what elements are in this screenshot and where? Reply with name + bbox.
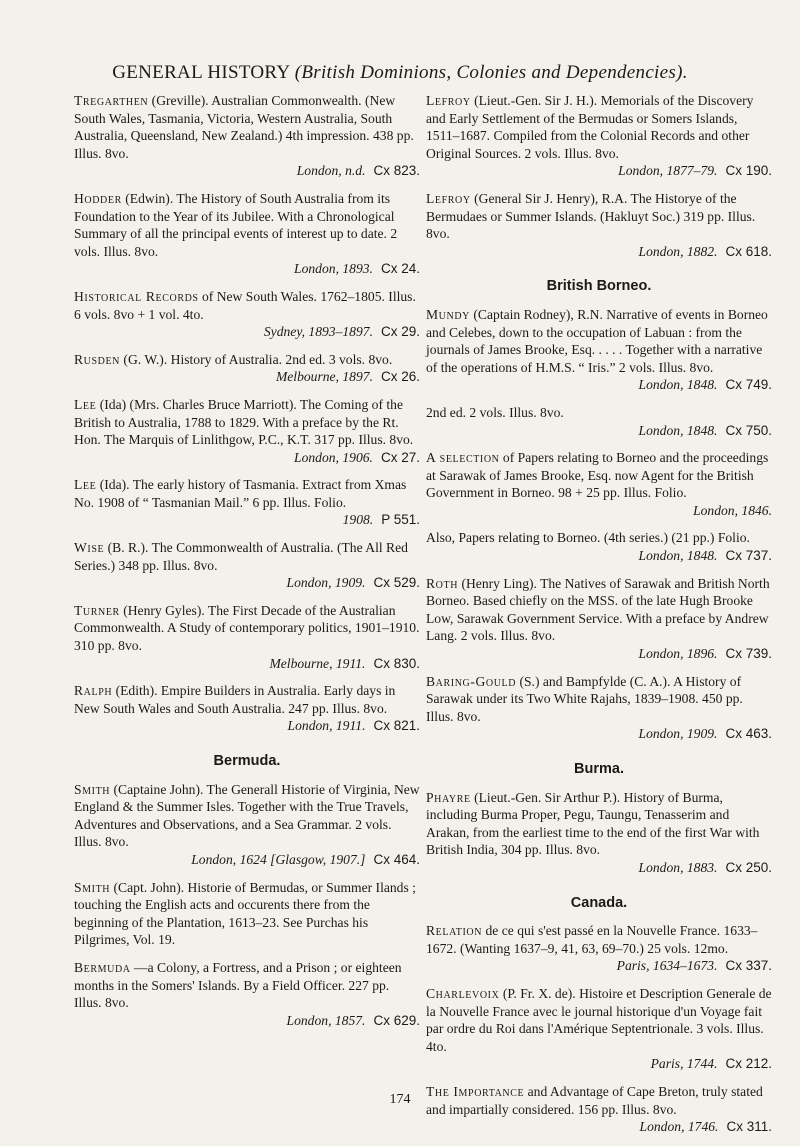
entry-imprint	[426, 422, 772, 440]
entry-shelfmark: Cx 464.	[373, 851, 420, 867]
entry-description: of Papers relating to Borneo and the proceedings at Sarawak of James Brooke, Esq. now Agent for the British Government in Borneo. 98 + 25 pp. Illus. Folio.	[426, 450, 769, 501]
entry-description: of New South Wales. 1762–1805. Illus. 6 vols. 8vo + 1 vol. 4to.	[74, 288, 416, 322]
entry-description: (General Sir J. Henry), R.A. The Historye of the Bermudaes or Summer Islands. (Hakluyt Soc.) 319 pp. Illus. 8vo.	[426, 190, 756, 242]
header-subtitle: (British Dominions, Colonies and Dependencies).	[294, 62, 688, 83]
entry-description: Also, Papers relating to Borneo. (4th series.) (21 pp.) Folio.	[426, 530, 750, 546]
catalogue-entry	[74, 879, 420, 949]
catalogue-entry	[426, 673, 772, 743]
entry-author: Smith	[74, 879, 111, 895]
catalogue-entry	[426, 92, 772, 180]
page-number: 174	[389, 1092, 411, 1107]
catalogue-entry	[74, 396, 420, 466]
entry-author: Historical Records	[74, 288, 199, 304]
entry-author: Wise	[74, 540, 105, 556]
entry-author: Lee	[74, 477, 97, 493]
entry-imprint	[426, 725, 772, 743]
entry-author: Lefroy	[426, 190, 471, 206]
section-heading: Canada.	[570, 894, 628, 911]
entry-author: Lee	[74, 396, 97, 412]
entry-imprint	[426, 957, 772, 975]
entry-description: (Henry Gyles). The First Decade of the Australian Commonwealth. A Study of contemporary politics, 1901–1910. 310 pp. 8vo.	[74, 602, 420, 654]
catalogue-entry	[426, 575, 772, 663]
entry-imprint	[74, 574, 420, 592]
entry-place-date: London, 1896.	[638, 646, 718, 662]
catalogue-entry	[74, 190, 420, 278]
catalogue-entry	[426, 190, 772, 260]
entry-imprint	[426, 243, 772, 261]
entry-place-date: London, 1893.	[294, 261, 373, 277]
entry-description: (Greville). Australian Commonwealth. (New South Wales, Tasmania, Victoria, Western Australia, South Australia, Queensland, New Zealand.) 4th impression. 438 pp. Illus. 8vo.	[74, 93, 414, 161]
entry-description: (B. R.). The Commonwealth of Australia. (The All Red Series.) 348 pp. Illus. 8vo.	[74, 540, 408, 573]
entry-place-date: London, 1848.	[638, 377, 718, 393]
entry-shelfmark: Cx 618.	[725, 243, 772, 259]
catalogue-entry	[74, 959, 420, 1029]
entry-place-date: Sydney, 1893–1897.	[263, 324, 373, 340]
entry-description: (Captaine John). The Generall Historie of Virginia, New England & the Summer Isles. Together with the True Travels, Adventures and Observations, and a Sea Grammar. 2 vols. Illus. 8vo.	[74, 781, 420, 850]
entry-shelfmark: Cx 823.	[373, 163, 420, 179]
catalogue-entry	[74, 288, 420, 341]
entry-shelfmark: Cx 737.	[725, 548, 772, 564]
entry-description: de ce qui s'est passé en la Nouvelle France. 1633–1672. (Wanting 1637–9, 41, 63, 69–70.) 25 vols. 12mo.	[426, 923, 758, 956]
entry-place-date: London, 1746.	[639, 1119, 719, 1135]
section-heading: Bermuda.	[213, 753, 281, 769]
catalogue-entry	[74, 476, 420, 529]
entry-shelfmark: Cx 749.	[725, 377, 772, 393]
entry-place-date: Melbourne, 1911.	[269, 655, 366, 671]
entry-shelfmark: Cx 250.	[725, 859, 772, 875]
entry-place-date: Paris, 1634–1673.	[616, 958, 718, 974]
entry-shelfmark: P 551.	[381, 512, 420, 528]
entry-description: (S.) and Bampfylde (C. A.). A History of Sarawak under its Two White Rajahs, 1839–1908. 450 pp. Illus. 8vo.	[426, 673, 743, 724]
entry-author: Tregarthen	[74, 93, 149, 108]
entry-shelfmark: Cx 212.	[725, 1056, 772, 1072]
entry-place-date: London, 1882.	[638, 243, 718, 259]
entry-description: (Ida). The early history of Tasmania. Extract from Xmas No. 1908 of “ Tasmanian Mail.” 6 pp. Illus. Folio.	[74, 477, 407, 510]
entry-imprint	[426, 162, 772, 180]
entry-imprint	[74, 511, 420, 529]
entry-imprint	[426, 1055, 772, 1073]
header-main: GENERAL HISTORY	[112, 62, 290, 83]
entry-description: —a Colony, a Fortress, and a Prison ; or eighteen months in the Somers' Islands. By a Field Officer. 227 pp. Illus. 8vo.	[74, 959, 402, 1011]
entry-shelfmark: Cx 311.	[726, 1119, 772, 1135]
entry-description: (Edwin). The History of South Australia from its Foundation to the Year of its Jubilee. With a Chronological Summary of all the principal events of interest up to date. 2 vols. Illus. 8vo.	[74, 190, 398, 259]
entry-author: Bermuda	[74, 959, 131, 975]
entry-shelfmark: Cx 27.	[380, 449, 420, 465]
entry-author: Turner	[74, 602, 120, 618]
entry-shelfmark: Cx 750.	[725, 422, 772, 438]
entry-place-date: Melbourne, 1897.	[275, 369, 373, 385]
entry-description: (Edith). Empire Builders in Australia. Early days in New South Wales and South Australia. 247 pp. Illus. 8vo.	[74, 683, 396, 716]
entry-shelfmark: Cx 529.	[373, 575, 420, 591]
entry-description: (Lieut.-Gen. Sir Arthur P.). History of Burma, including Burma Proper, Pegu, Taungu, Tenasserim and Arakan, from the earliest time to the end of the first War with British India, 304 pp. Illus. 8vo.	[426, 789, 760, 858]
entry-shelfmark: Cx 629.	[373, 1012, 420, 1028]
entry-description: and Advantage of Cape Breton, truly stated and impartially considered. 156 pp. Illus. 8vo.	[426, 1083, 763, 1117]
entry-description: (Henry Ling). The Natives of Sarawak and British North Borneo. Based chiefly on the MSS. of the late Hugh Brooke Low, Sarawak Government Service. With a preface by Andrew Lang. 2 vols. Illus. 8vo.	[426, 575, 770, 644]
entry-place-date: London, 1909.	[638, 726, 718, 742]
entry-imprint	[74, 851, 420, 869]
entry-author: Baring-Gould	[426, 673, 517, 689]
entry-author: Phayre	[426, 789, 471, 805]
entry-shelfmark: Cx 337.	[725, 958, 772, 974]
entry-place-date: London, 1909.	[286, 575, 366, 591]
catalogue-entry	[426, 529, 772, 564]
entry-description: (G. W.). History of Australia. 2nd ed. 3 vols. 8vo.	[123, 351, 393, 367]
entry-place-date: London, 1883.	[638, 859, 718, 875]
entry-imprint	[74, 260, 420, 278]
entry-description: (Capt. John). Historie of Bermudas, or Summer Ilands ; touching the English acts and occurents there from the beginning of the Plantation, 1613–23. See Purchas his Pilgrimes, Vol. 19.	[74, 879, 416, 948]
entry-place-date: London, 1906.	[294, 449, 373, 465]
entry-place-date: London, 1846.	[693, 502, 772, 518]
entry-author: Rusden	[74, 351, 121, 367]
entry-author: Roth	[426, 575, 459, 591]
entry-imprint	[74, 655, 420, 673]
entry-imprint	[74, 717, 420, 735]
entry-place-date: Paris, 1744.	[650, 1056, 718, 1072]
entry-author: Mundy	[426, 306, 470, 322]
catalogue-entry	[74, 781, 420, 869]
entry-place-date: London, n.d.	[296, 163, 366, 179]
entry-shelfmark: Cx 26.	[380, 369, 420, 385]
catalogue-entry	[426, 789, 772, 877]
catalogue-entry	[426, 306, 772, 394]
entry-shelfmark: Cx 739.	[725, 646, 772, 662]
entry-imprint	[74, 1012, 420, 1030]
running-header	[0, 62, 800, 84]
entry-imprint	[426, 547, 772, 565]
entry-place-date: London, 1857.	[286, 1012, 366, 1028]
entry-description: (Lieut.-Gen. Sir J. H.). Memorials of the Discovery and Early Settlement of the Bermudas or Somers Islands, 1511–1687. Compiled from the Colonial Records and other Original Sources. 2 vols. Illus. 8vo.	[426, 93, 754, 161]
entry-author: Hodder	[74, 190, 122, 206]
catalogue-entry	[74, 682, 420, 735]
section-heading: British Borneo.	[546, 278, 652, 295]
catalogue-entry	[426, 922, 772, 975]
entry-shelfmark: Cx 24.	[380, 261, 420, 277]
entry-imprint	[74, 162, 420, 180]
catalogue-entry	[74, 539, 420, 592]
catalogue-entry	[426, 404, 772, 439]
entry-author: Ralph	[74, 683, 113, 699]
entry-imprint	[74, 449, 420, 467]
section-heading: Burma.	[574, 761, 624, 777]
entry-place-date: London, 1911.	[287, 718, 366, 734]
entry-imprint	[426, 376, 772, 394]
entry-imprint	[74, 368, 420, 386]
entry-author: Lefroy	[426, 93, 471, 108]
entry-shelfmark: Cx 190.	[725, 163, 772, 179]
entry-author: The Importance	[426, 1083, 525, 1099]
entry-place-date: London, 1877–79.	[618, 163, 718, 179]
entry-description: (P. Fr. X. de). Histoire et Description Generale de la Nouvelle France avec le journal historique d'un Voyage fait par ordre du Roi dans l'Amérique Septentrionale. 3 vols. Illus. 4to.	[426, 985, 772, 1054]
catalogue-entry	[74, 92, 420, 180]
left-column	[74, 92, 420, 1039]
entry-imprint	[426, 1118, 772, 1136]
entry-place-date: London, 1848.	[638, 548, 718, 564]
entry-author: Relation	[426, 923, 483, 939]
entry-place-date: London, 1624 [Glasgow, 1907.]	[191, 851, 366, 867]
right-column	[426, 92, 772, 1146]
entry-place-date: 1908.	[342, 512, 374, 528]
catalogue-entry	[426, 449, 772, 519]
entry-description: (Captain Rodney), R.N. Narrative of events in Borneo and Celebes, down to the occupation of Labuan : from the journals of James Brooke, Esq. . . . . Together with a narrative of the operations of H.M.S. “ Iris.” 2 vols. Illus. 8vo.	[426, 306, 768, 375]
entry-description: 2nd ed. 2 vols. Illus. 8vo.	[426, 404, 564, 420]
catalogue-entry	[426, 985, 772, 1073]
entry-author: A selection	[426, 450, 500, 466]
entry-author: Smith	[74, 781, 111, 797]
entry-shelfmark: Cx 463.	[725, 726, 772, 742]
entry-author: Charlevoix	[426, 985, 500, 1001]
entry-imprint	[426, 859, 772, 877]
entry-shelfmark: Cx 830.	[373, 655, 420, 671]
entry-imprint	[426, 502, 772, 520]
entry-shelfmark: Cx 821.	[373, 718, 420, 734]
entry-place-date: London, 1848.	[638, 422, 718, 438]
catalogue-entry	[426, 1083, 772, 1136]
catalogue-entry	[74, 602, 420, 672]
catalogue-entry	[74, 351, 420, 386]
entry-imprint	[74, 323, 420, 341]
entry-imprint	[426, 645, 772, 663]
entry-description: (Ida) (Mrs. Charles Bruce Marriott). The Coming of the British to Australia, 1788 to 1829. With a preface by the Rt. Hon. The Marquis of Linlithgow, P.C., K.T. 317 pp. Illus. 8vo.	[74, 396, 414, 448]
entry-shelfmark: Cx 29.	[380, 324, 420, 340]
